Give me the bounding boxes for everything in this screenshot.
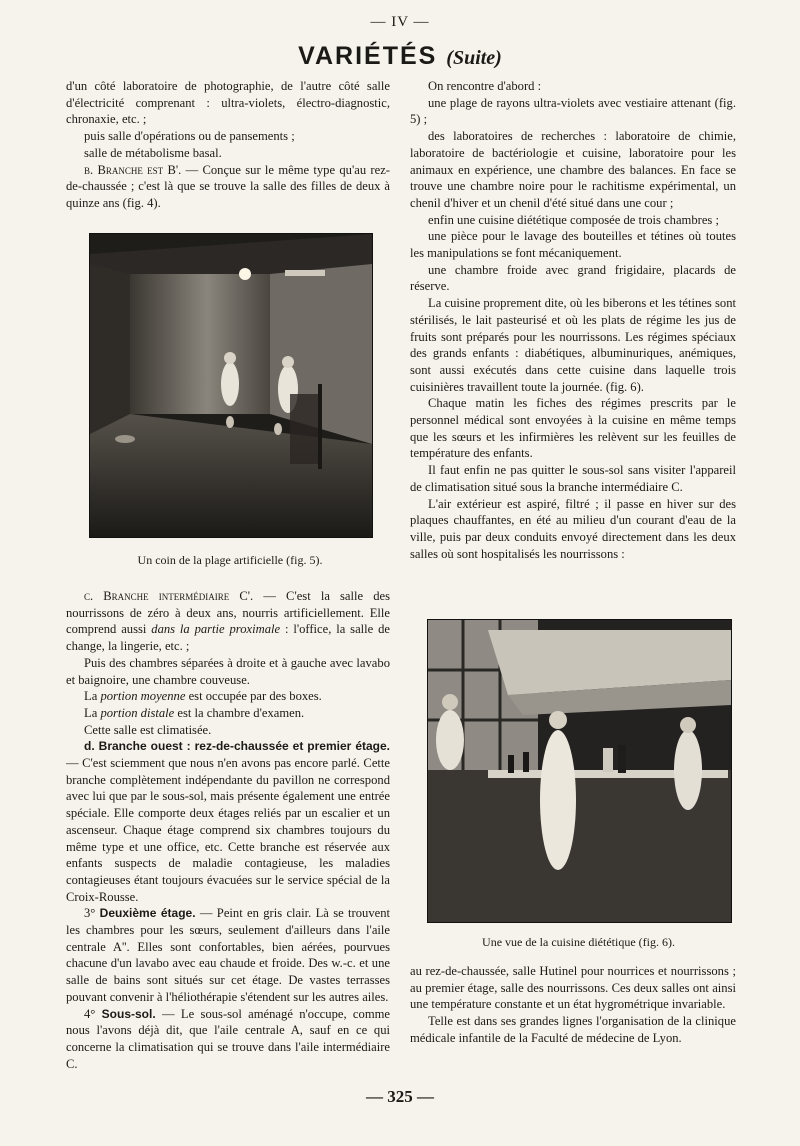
section-label: c. Branche intermédiaire C'. (84, 589, 254, 603)
left-column-bottom (66, 588, 390, 1072)
artificial-beach-photo (90, 234, 372, 537)
paragraph (66, 688, 390, 705)
paragraph-deuxieme-etage (66, 905, 390, 1005)
paragraph (66, 705, 390, 722)
paragraph: L'air extérieur est aspiré, filtré ; il passe en hiver sur des plaques chauffantes, en été au milieu d'un courant d'eau de la ville, puis par deux conduits envoyé directement dans les deux salles où sont hospitalisés les nourrissons : (410, 496, 736, 561)
running-page-number: — IV — (370, 14, 430, 30)
emphasis: portion moyenne (100, 689, 186, 704)
figure-6-photo (427, 619, 732, 923)
paragraph: Chaque matin les fiches des régimes prescrits par le personnel médical sont envoyées à la cuisine en même temps que les sœurs et les infirmières les relèvent sur les feuilles de température des enfants. (410, 396, 736, 461)
paragraph-branche-ouest (66, 738, 390, 905)
section-label: Deuxième étage. (99, 906, 196, 921)
dietetic-kitchen-photo (428, 620, 731, 922)
section-text: — C'est sciemment que nous n'en avons pas encore parlé. Cette branche complètement indépendante du pavillon ne correspond avec lui que par le sous-sol, mais présente également une entrée spéciale. Elle comporte deux étages reliés par un escalier et un ascenseur. Chaque étage comprend six chambres toujours du même type et une office, etc. Cette branche est réservée aux enfants suspects de maladie contagieuse, les maladies contagieuses étant toujours évacuées sur le service spécial de la Croix-Rousse. (66, 756, 390, 904)
section-label: b. Branche est B'. (84, 162, 182, 177)
paragraph: enfin une cuisine diététique composée de trois chambres ; (428, 212, 719, 227)
title-main: VARIÉTÉS (298, 42, 438, 70)
paragraph: au rez-de-chaussée, salle Hutinel pour nourrices et nourrissons ; au premier étage, salle des nourrissons. Ces deux salles ont ainsi une température constante et un état hygrométrique invariable. (410, 964, 736, 1012)
paragraph: Puis des chambres séparées à droite et à gauche avec lavabo et baignoire, une chambre couveuse. (66, 655, 390, 687)
paragraph: puis salle d'opérations ou de pansements ; (84, 129, 295, 144)
paragraph: Telle est dans ses grandes lignes l'organisation de la clinique médicale infantile de la Faculté de médecine de Lyon. (410, 1014, 736, 1045)
paragraph: d'un côté laboratoire de photographie, de l'autre côté salle d'électricité comprenant : ultra-violets, électro-diagnostic, chronaxie, etc. ; (66, 79, 390, 127)
paragraph: Il faut enfin ne pas quitter le sous-sol sans visiter l'appareil de climatisation situé sous la branche intermédiaire C. (410, 463, 736, 494)
paragraph-branche-est (66, 162, 390, 212)
paragraph: salle de métabolisme basal. (84, 145, 222, 160)
section-text: — Le sous-sol aménagé n'occupe, comme nous l'avons déjà dit, que l'aile centrale A, sauf en ce qui concerne la climatisation qui se trouve dans l'aile intermédiaire C. (66, 1006, 391, 1071)
paragraph: une pièce pour le lavage des bouteilles et tétines où toutes les manipulations se font mécaniquement. (410, 229, 736, 261)
paragraph: On rencontre d'abord : (428, 79, 542, 93)
figure-5-photo (89, 233, 373, 538)
text: est la chambre d'examen. (174, 705, 305, 720)
section-label: Sous-sol. (101, 1006, 156, 1021)
section-text: : l'office, la salle de change, la lingerie, etc. ; (66, 622, 390, 654)
paragraph: Cette salle est climatisée. (84, 722, 212, 737)
paragraph-sous-sol (66, 1006, 390, 1073)
paragraph-branche-intermediaire (66, 588, 390, 655)
emphasis: dans la partie proximale (151, 622, 281, 637)
section-label: d. Branche ouest : rez-de-chaussée et premier étage. (84, 739, 390, 754)
right-column-bottom (410, 963, 736, 1047)
text: La (84, 689, 101, 704)
text: La (84, 705, 101, 720)
paragraph: La cuisine proprement dite, où les biberons et les tétines sont stérilisés, le lait pasteurisé et où les plats de régime les jus de fruits sont préparés pour les nourrissons. Les régimes spéciaux des grands enfants : diabétiques, albuminuriques, anémiques, sont aussi exécutés dans cette cuisine dans laquelle trois cuisinières travaillent toute la journée. (fig. 6). (410, 296, 736, 394)
page-title (0, 42, 800, 71)
section-text: — C'est la salle des nourrissons de zéro à deux ans, nourris artificiellement. Elle comprend aussi (66, 589, 391, 637)
paragraph: une plage de rayons ultra-violets avec vestiaire attenant (fig. 5) ; (410, 95, 736, 127)
figure-6-caption: Une vue de la cuisine diététique (fig. 6). (482, 935, 675, 949)
paragraph: des laboratoires de recherches : laboratoire de chimie, laboratoire de bactériologie et cuisine, laboratoire pour les animaux en expérience, une chambre des balances. En face se trouve une chambre noire pour le rachitisme expérimental, un chenil d'hiver et un chenil d'été situé dans une cour ; (410, 129, 736, 210)
right-column-top (410, 78, 736, 562)
text: est occupée par des boxes. (185, 689, 322, 704)
emphasis: portion distale (100, 705, 175, 720)
left-column-top (66, 78, 390, 212)
section-text: — Peint en gris clair. Là se trouvent les chambres pour les sœurs, seulement d'ailleurs dans l'aile centrale A''. Elles sont confortables, bien aérées, pourvues chacune d'un lavabo avec eau chaude et froide. Des w.-c. et une salle de bains sont situés sur cet étage. De vastes terrasses pouvant convenir à l'héliothérapie s'étendent sur les autres ailes. (66, 906, 391, 1004)
title-suffix: (Suite) (446, 47, 502, 69)
figure-5-caption: Un coin de la plage artificielle (fig. 5). (137, 553, 323, 567)
page-number: — 325 — (366, 1087, 434, 1106)
section-number: 3° (84, 906, 100, 921)
section-number: 4° (84, 1006, 102, 1021)
section-text: — Conçue sur le même type qu'au rez-de-chaussée ; c'est là que se trouve la salle des filles de deux à quinze ans (fig. 4). (66, 162, 390, 210)
paragraph: une chambre froide avec grand frigidaire, placards de réserve. (410, 262, 736, 294)
